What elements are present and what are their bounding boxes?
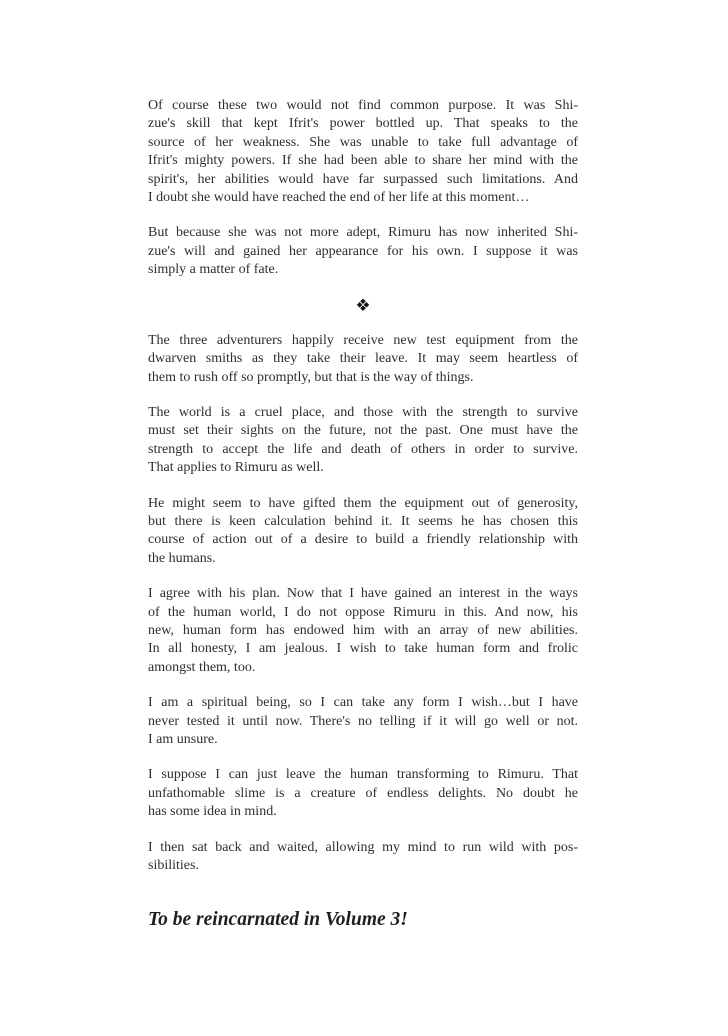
closing-line: To be reincarnated in Volume 3! bbox=[148, 909, 408, 931]
text-line: unfathomable slime is a creature of endless delights. No doubt he bbox=[148, 785, 578, 801]
text-line: But because she was not more adept, Rimuru has now inherited Shi- bbox=[148, 225, 578, 241]
text-line: The three adventurers happily receive new test equipment from the bbox=[148, 332, 578, 348]
text-line: them to rush off so promptly, but that is the way of things. bbox=[148, 369, 474, 385]
text-line: spirit's, her abilities would have far surpassed such limitations. And bbox=[148, 171, 578, 187]
text-line: In all honesty, I am jealous. I wish to take human form and frolic bbox=[148, 641, 578, 657]
text-line: new, human form has endowed him with an array of new abilities. bbox=[148, 623, 578, 638]
text-line: I am unsure. bbox=[148, 731, 218, 747]
paragraph bbox=[148, 495, 578, 569]
text-line: zue's will and gained her appearance for his own. I suppose it was bbox=[148, 243, 578, 259]
text-line: never tested it until now. There's no telling if it will go well or not. bbox=[148, 713, 578, 729]
text-line: strength to accept the life and death of others in order to survive. bbox=[148, 441, 578, 457]
text-line: must set their sights on the future, not the past. One must have the bbox=[148, 423, 578, 439]
text-line: That applies to Rimuru as well. bbox=[148, 460, 324, 476]
text-line: the humans. bbox=[148, 550, 216, 566]
text-line: Of course these two would not find common purpose. It was Shi- bbox=[148, 98, 578, 113]
paragraph bbox=[148, 404, 578, 478]
text-line: I agree with his plan. Now that I have gained an interest in the ways bbox=[148, 586, 578, 602]
text-line: but there is keen calculation behind it. It seems he has chosen this bbox=[148, 514, 578, 530]
text-line: sibilities. bbox=[148, 857, 199, 873]
paragraph bbox=[148, 694, 578, 749]
text-line: dwarven smiths as they take their leave. It may seem heartless of bbox=[148, 351, 578, 367]
text-line: The world is a cruel place, and those with the strength to survive bbox=[148, 405, 578, 421]
paragraph bbox=[148, 97, 578, 207]
text-line: I suppose I can just leave the human transforming to Rimuru. That bbox=[148, 767, 578, 783]
text-line: Ifrit's mighty powers. If she had been able to share her mind with the bbox=[148, 153, 578, 169]
section-divider bbox=[148, 297, 578, 315]
text-line: I then sat back and waited, allowing my mind to run wild with pos- bbox=[148, 839, 578, 855]
text-line: amongst them, too. bbox=[148, 659, 256, 675]
body-text bbox=[148, 97, 578, 875]
text-line: I am a spiritual being, so I can take any form I wish…but I have bbox=[148, 695, 578, 711]
diamond-ornament-icon: ❖ bbox=[355, 295, 371, 315]
text-line: of the human world, I do not oppose Rimuru in this. And now, his bbox=[148, 604, 578, 620]
paragraph bbox=[148, 585, 578, 677]
text-line: He might seem to have gifted them the equipment out of generosity, bbox=[148, 495, 578, 511]
paragraph bbox=[148, 766, 578, 821]
paragraph bbox=[148, 224, 578, 279]
text-line: has some idea in mind. bbox=[148, 804, 277, 820]
paragraph bbox=[148, 332, 578, 387]
text-line: I doubt she would have reached the end of her life at this moment… bbox=[148, 189, 530, 205]
text-line: source of her weakness. She was unable to take full advantage of bbox=[148, 134, 578, 150]
text-line: simply a matter of fate. bbox=[148, 262, 279, 278]
text-column bbox=[148, 97, 578, 933]
text-line: zue's skill that kept Ifrit's power bottled up. That speaks to the bbox=[148, 116, 578, 132]
text-line: course of action out of a desire to build a friendly relationship with bbox=[148, 532, 578, 548]
paragraph bbox=[148, 839, 578, 876]
